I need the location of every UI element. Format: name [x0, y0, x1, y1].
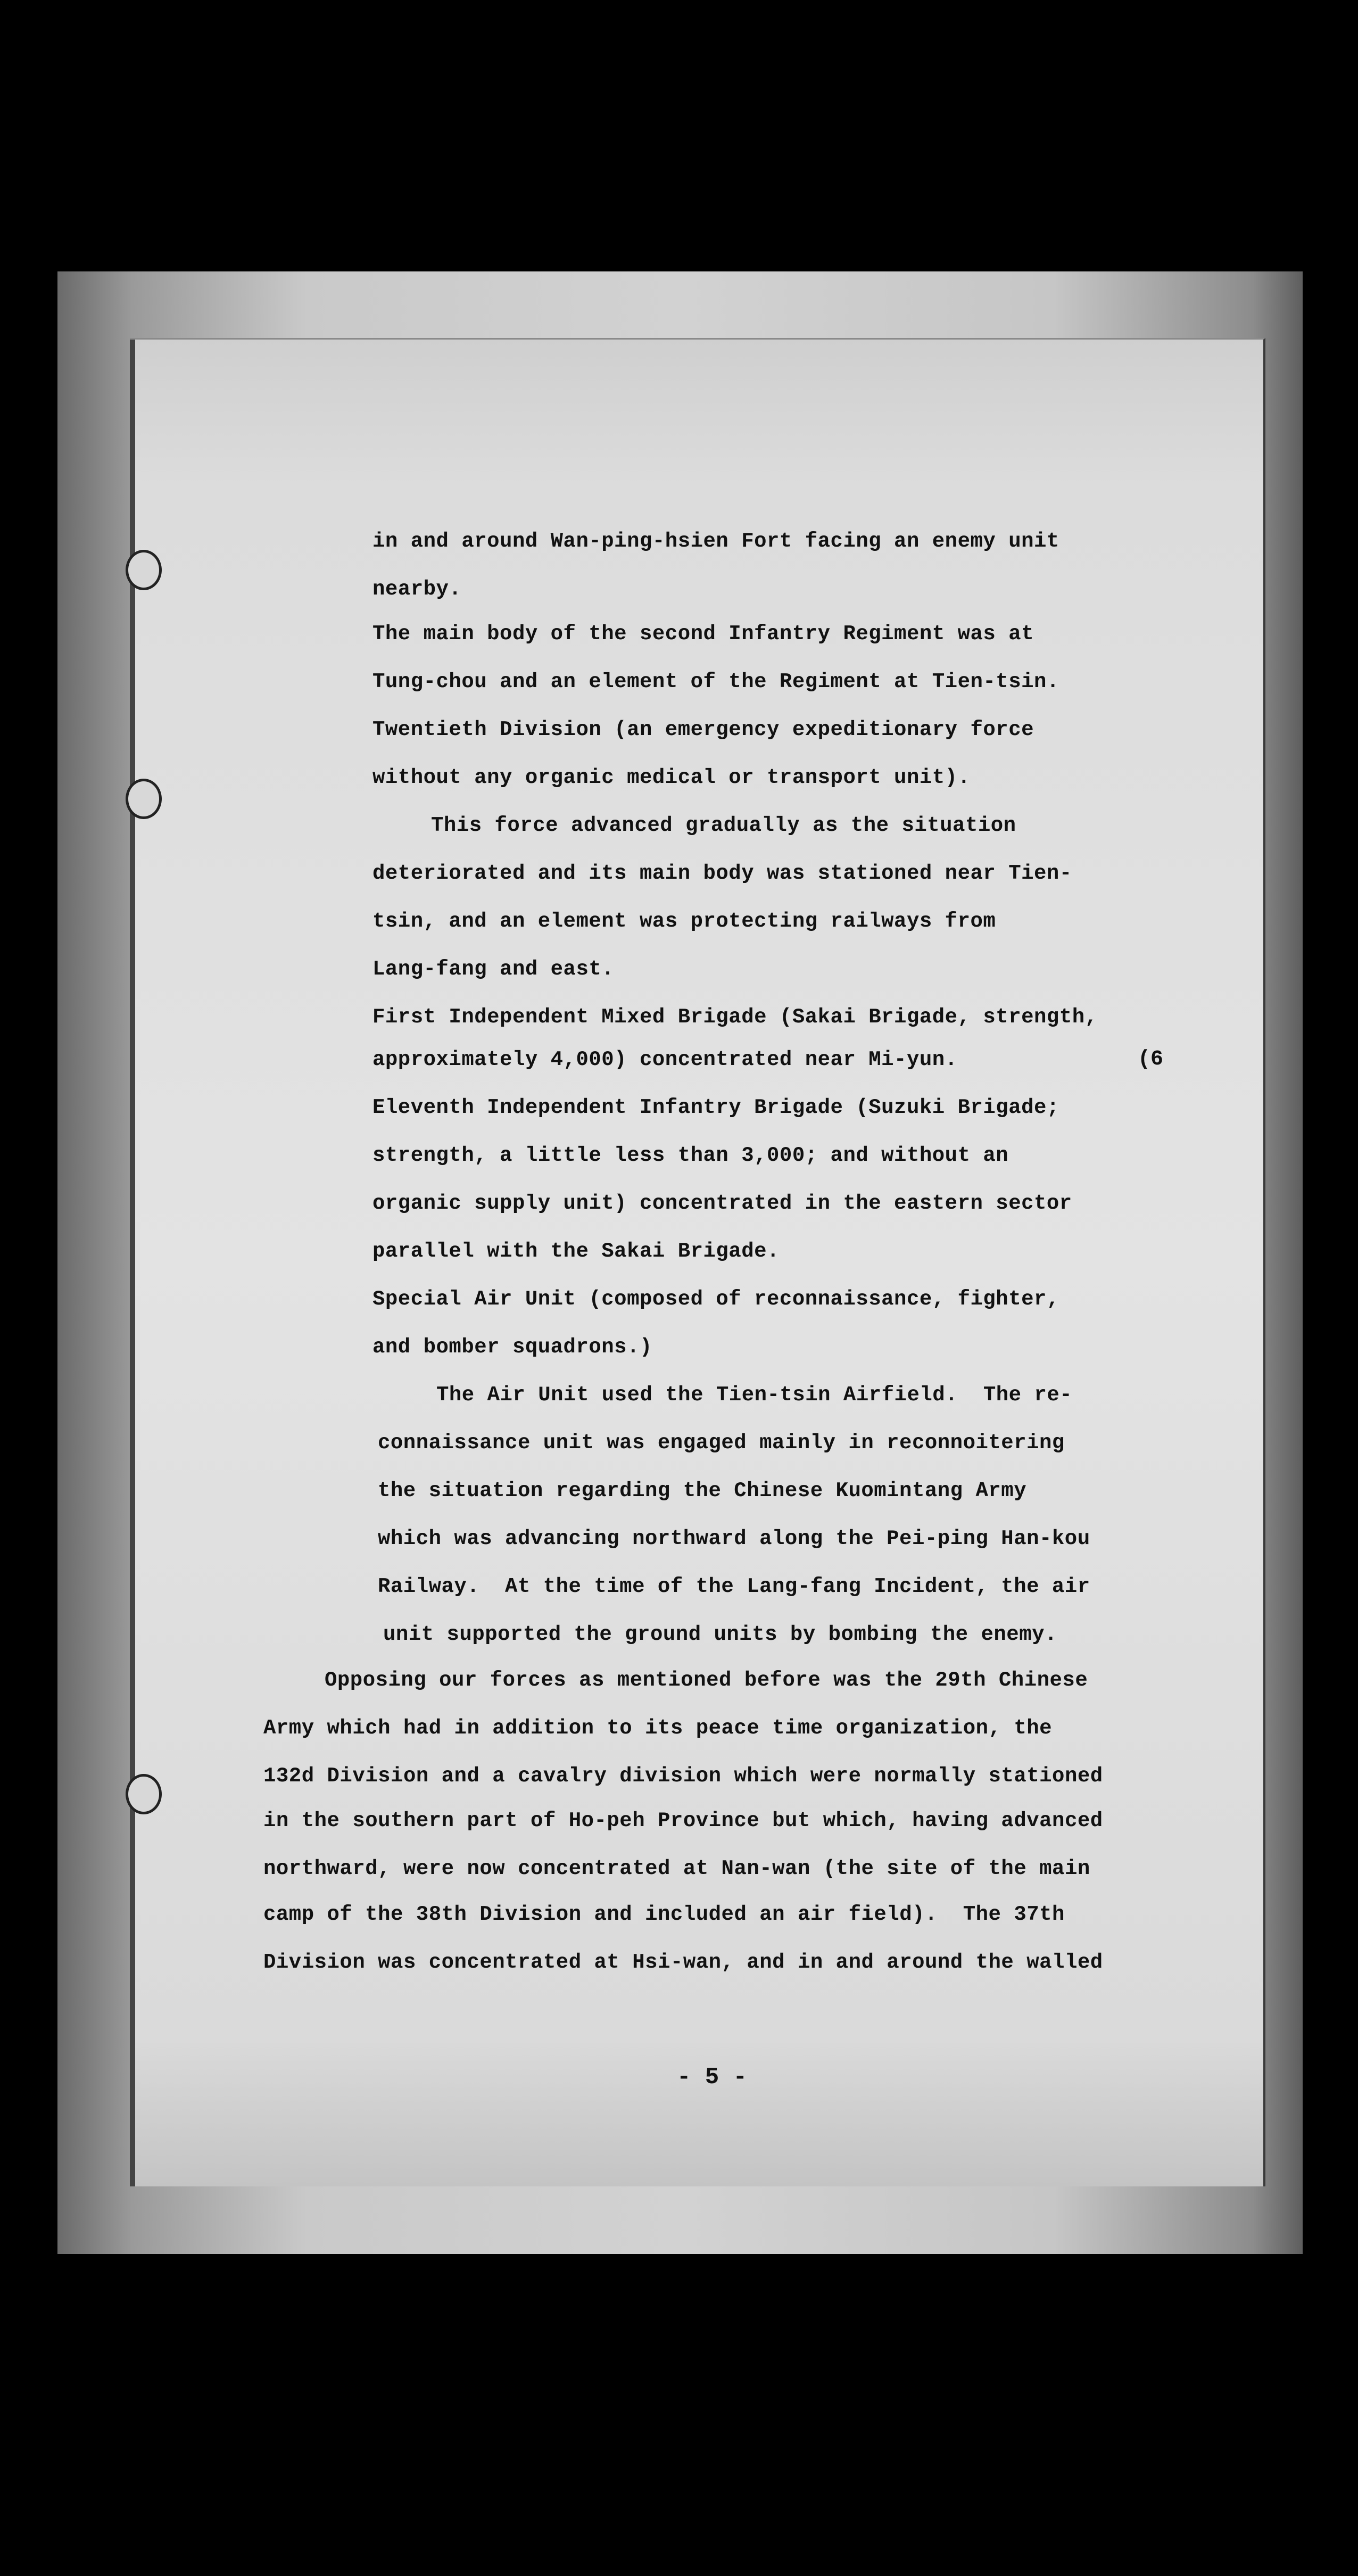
text-line: Army which had in addition to its peace time organization, the	[263, 1716, 1053, 1740]
punch-hole-top	[126, 550, 162, 590]
margin-note: (6	[1138, 1047, 1164, 1071]
text-line: This force advanced gradually as the situation	[431, 814, 1016, 837]
text-line: deteriorated and its main body was stationed near Tien-	[372, 862, 1072, 885]
punch-hole-middle	[126, 779, 162, 819]
text-line: tsin, and an element was protecting railways from	[372, 910, 996, 933]
text-line: Twentieth Division (an emergency expeditionary force	[372, 718, 1034, 741]
text-line: without any organic medical or transport unit).	[372, 766, 971, 789]
text-line: Eleventh Independent Infantry Brigade (Suzuki Brigade;	[372, 1096, 1059, 1119]
text-line: connaissance unit was engaged mainly in reconnoitering	[378, 1431, 1065, 1455]
text-line: Railway. At the time of the Lang-fang Incident, the air	[378, 1575, 1090, 1598]
text-line: The Air Unit used the Tien-tsin Airfield. The re-	[436, 1383, 1073, 1407]
text-line: Opposing our forces as mentioned before was the 29th Chinese	[325, 1669, 1088, 1692]
text-line: northward, were now concentrated at Nan-wan (the site of the main	[263, 1857, 1090, 1880]
text-line: 132d Division and a cavalry division which were normally stationed	[263, 1764, 1103, 1788]
text-line: Tung-chou and an element of the Regiment at Tien-tsin.	[372, 670, 1059, 693]
text-line: organic supply unit) concentrated in the eastern sector	[372, 1192, 1072, 1215]
page-edge-shadow	[130, 340, 135, 2186]
punch-hole-bottom	[126, 1774, 162, 1814]
text-line: camp of the 38th Division and included an air field). The 37th	[263, 1903, 1065, 1926]
text-line: Special Air Unit (composed of reconnaissance, fighter,	[372, 1287, 1059, 1311]
text-line: unit supported the ground units by bombing the enemy.	[383, 1623, 1057, 1646]
text-line: Lang-fang and east.	[372, 957, 615, 981]
text-line: approximately 4,000) concentrated near Mi-yun.	[372, 1048, 958, 1071]
text-line: strength, a little less than 3,000; and without an	[372, 1144, 1009, 1167]
text-line: and bomber squadrons.)	[372, 1335, 652, 1359]
text-line: parallel with the Sakai Brigade.	[372, 1240, 780, 1263]
text-line: which was advancing northward along the Pei-ping Han-kou	[378, 1527, 1090, 1550]
text-line: in and around Wan-ping-hsien Fort facing an enemy unit	[372, 530, 1059, 553]
text-line: The main body of the second Infantry Regiment was at	[372, 622, 1034, 646]
text-line: the situation regarding the Chinese Kuomintang Army	[378, 1479, 1027, 1502]
text-line: Division was concentrated at Hsi-wan, and in and around the walled	[263, 1951, 1103, 1974]
text-line: in the southern part of Ho-peh Province but which, having advanced	[263, 1809, 1103, 1832]
text-line: First Independent Mixed Brigade (Sakai Brigade, strength,	[372, 1005, 1098, 1029]
page-number: - 5 -	[677, 2064, 748, 2091]
text-line: nearby.	[372, 577, 462, 601]
